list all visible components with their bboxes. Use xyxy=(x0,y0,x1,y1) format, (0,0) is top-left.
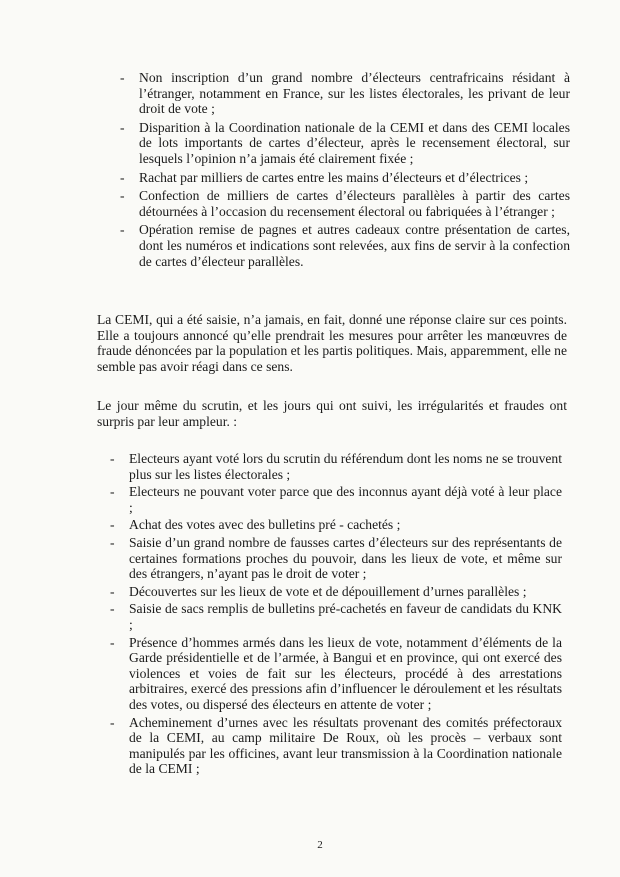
list-item-text: Saisie d’un grand nombre de fausses cartes d’électeurs sur des représentants de certaines formations proches du pouvoir, dans les lieux de vote, et même sur des étrangers, n’ayant pas le droit de voter ; xyxy=(129,534,562,582)
list-item xyxy=(0,70,620,117)
list-item xyxy=(0,635,620,713)
dash-bullet: - xyxy=(120,169,125,185)
dash-bullet: - xyxy=(110,517,115,533)
list-item-text: Opération remise de pagnes et autres cadeaux contre présentation de cartes, dont les numéros et indications sont relevées, aux fins de servir à la confection de cartes d’électeur parallèles. xyxy=(139,222,570,269)
dash-bullet: - xyxy=(110,583,115,599)
list-item xyxy=(0,120,620,167)
dash-bullet: - xyxy=(110,601,115,617)
dash-bullet: - xyxy=(120,188,125,204)
dash-bullet: - xyxy=(110,484,115,500)
list-item-text: Rachat par milliers de cartes entre les mains d’électeurs et d’électrices ; xyxy=(139,169,529,185)
page-number: 2 xyxy=(317,839,323,851)
dash-bullet: - xyxy=(120,70,125,85)
paragraph-election-day: Le jour même du scrutin, et les jours qui ont suivi, les irrégularités et fraudes ont surpris par leur ampleur. : xyxy=(97,398,567,429)
paragraph-cemi-response: La CEMI, qui a été saisie, n’a jamais, en fait, donné une réponse claire sur ces points. Elle a toujours annoncé qu’elle prendrait les mesures pour arrêter les manœuvres de fraude dénoncées par la population et les partis politiques. Mais, apparemment, elle ne semble pas avoir réagi dans ce sens. xyxy=(97,312,567,374)
list-item xyxy=(0,517,620,533)
list-item-text: Saisie de sacs remplis de bulletins pré-cachetés en faveur de candidats du KNK ; xyxy=(129,601,562,632)
dash-bullet: - xyxy=(120,222,125,238)
dash-bullet: - xyxy=(110,451,115,466)
dash-bullet: - xyxy=(110,534,115,550)
dash-bullet: - xyxy=(120,119,125,135)
list-item xyxy=(0,484,620,515)
list-item-text: Electeurs ayant voté lors du scrutin du référendum dont les noms ne se trouvent plus sur les listes électorales ; xyxy=(129,451,562,482)
list-item-text: Non inscription d’un grand nombre d’électeurs centrafricains résidant à l’étranger, notamment en France, sur les listes électorales, les privant de leur droit de vote ; xyxy=(139,70,570,117)
list-item xyxy=(0,451,620,482)
list-item-text: Présence d’hommes armés dans les lieux de vote, notamment d’éléments de la Garde présidentielle et de l’armée, à Bangui et en province, qui ont exercé des violences et voies de fait sur les électeurs, procédé à des arrestations arbitraires, exercé des pressions afin d’influencer le déroulement et les résultats des votes, ou dispersé des électeurs en attente de voter ; xyxy=(129,634,562,712)
list-item xyxy=(0,601,620,632)
list-item xyxy=(0,188,620,219)
list-item xyxy=(0,535,620,582)
list-item-text: Acheminement d’urnes avec les résultats provenant des comités préfectoraux de la CEMI, au camp militaire De Roux, où les procès – verbaux sont manipulés par les officines, avant leur transmission à la Coordination nationale de la CEMI ; xyxy=(129,714,562,777)
list-item xyxy=(0,222,620,269)
list-item-text: Confection de milliers de cartes d’électeurs parallèles à partir des cartes détournées à l’occasion du recensement électoral ou fabriquées à l’étranger ; xyxy=(139,188,570,219)
bullet-list-election-day-frauds xyxy=(0,451,620,779)
list-item-text: Electeurs ne pouvant voter parce que des inconnus ayant déjà voté à leur place ; xyxy=(129,484,562,515)
list-item xyxy=(0,715,620,777)
list-item-text: Achat des votes avec des bulletins pré - cachetés ; xyxy=(129,517,401,533)
list-item xyxy=(0,170,620,186)
dash-bullet: - xyxy=(110,634,115,650)
bullet-list-preelectoral-frauds xyxy=(0,70,620,272)
list-item-text: Disparition à la Coordination nationale de la CEMI et dans des CEMI locales de lots importants de cartes d’électeur, après le recensement électoral, sur lesquels l’opinion n’a jamais été clairement fixée ; xyxy=(139,119,570,166)
list-item xyxy=(0,584,620,600)
list-item-text: Découvertes sur les lieux de vote et de dépouillement d’urnes parallèles ; xyxy=(129,583,527,599)
dash-bullet: - xyxy=(110,714,115,730)
